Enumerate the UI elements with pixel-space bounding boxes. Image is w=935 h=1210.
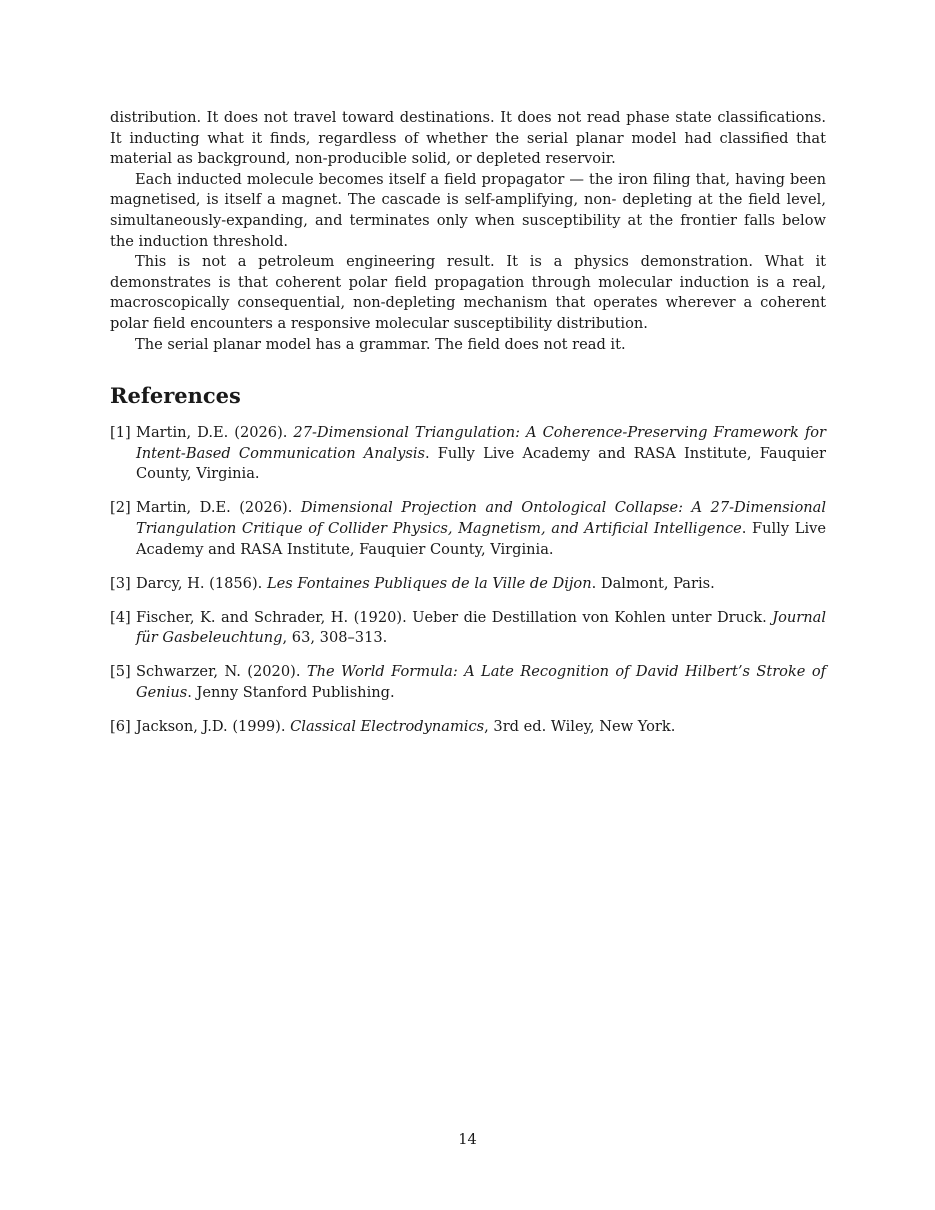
reference-title: Classical Electrodynamics <box>290 718 485 736</box>
reference-authors: Martin, D.E. (2026). <box>136 424 294 442</box>
reference-publisher: . Fully Live Academy and RASA Institute, Fauquier County, Virginia. <box>136 520 826 558</box>
page-content <box>110 108 826 751</box>
reference-number: [5] <box>110 663 131 681</box>
body-paragraph: distribution. It does not travel toward destinations. It does not read phase state classifications. It inducting what it finds, regardless of whether the serial planar model had classified that material as background, non-producible solid, or depleted reservoir. <box>110 109 826 168</box>
reference-title: Journal für Gasbeleuchtung <box>136 608 826 647</box>
body-paragraph: This is not a petroleum engineering result. It is a physics demonstration. What it demonstrates is that coherent polar field propagation through molecular induction is a real, macroscopically consequential, non-depleting mechanism that operates wherever a coherent polar field encounters a responsive molecular susceptibility distribution. <box>110 253 826 332</box>
reference-authors: Schwarzer, N. (2020). <box>136 663 307 681</box>
reference-item <box>110 423 826 485</box>
reference-publisher: , 63, 308–313. <box>282 629 388 647</box>
reference-item <box>110 717 826 738</box>
reference-number: [1] <box>110 424 131 442</box>
reference-item <box>110 608 826 649</box>
reference-publisher: , 3rd ed. Wiley, New York. <box>484 718 676 736</box>
reference-authors: Fischer, K. and Schrader, H. (1920). Ueber die Destillation von Kohlen unter Druck. <box>136 608 773 626</box>
reference-item <box>110 662 826 703</box>
reference-list <box>110 423 826 738</box>
reference-title: The World Formula: A Late Recognition of David Hilbert’s Stroke of Genius <box>136 663 827 702</box>
reference-title: Les Fontaines Publiques de la Ville de Dijon <box>266 574 592 592</box>
reference-publisher: . Dalmont, Paris. <box>591 574 715 592</box>
reference-title: Dimensional Projection and Ontological Collapse: A 27-Dimensional Triangulation Critique of Collider Physics, Magnetism, and Artificial Intelligence <box>136 499 826 537</box>
reference-authors: Darcy, H. (1856). <box>136 574 267 592</box>
reference-item <box>110 574 826 595</box>
reference-number: [6] <box>110 718 131 736</box>
body-paragraph: The serial planar model has a grammar. The field does not read it. <box>135 335 626 353</box>
body-paragraph: Each inducted molecule becomes itself a field propagator — the iron filing that, having been magnetised, is itself a magnet. The cascade is self-amplifying, non- depleting at the field level, simultaneously-expanding, and terminates only when susceptibility at the frontier falls below the induction threshold. <box>110 170 826 250</box>
reference-number: [2] <box>110 499 131 517</box>
reference-publisher: . Fully Live Academy and RASA Institute, Fauquier County, Virginia. <box>136 444 826 483</box>
references-heading: References <box>110 383 241 409</box>
reference-authors: Martin, D.E. (2026). <box>136 499 301 517</box>
reference-number: [3] <box>110 574 131 592</box>
reference-number: [4] <box>110 608 131 626</box>
reference-title: 27-Dimensional Triangulation: A Coherence-Preserving Framework for Intent-Based Communication Analysis <box>136 424 827 462</box>
reference-publisher: . Jenny Stanford Publishing. <box>187 684 395 702</box>
reference-authors: Jackson, J.D. (1999). <box>136 718 291 736</box>
reference-item <box>110 498 826 560</box>
page-number: 14 <box>458 1131 477 1148</box>
